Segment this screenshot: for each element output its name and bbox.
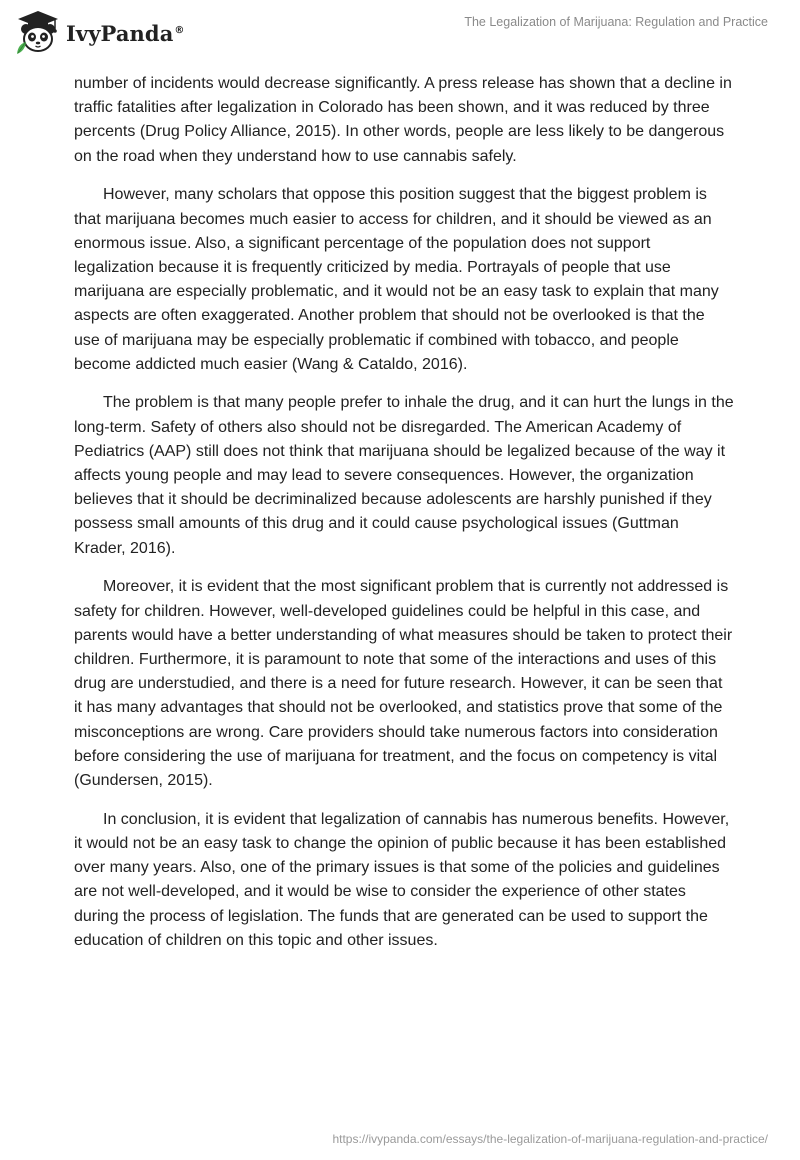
paragraph: The problem is that many people prefer to inhale the drug, and it can hurt the lungs in the long-term. Safety of others also should not be disregarded. The American Academy of Pediatrics (AAP) still does not think that marijuana should be legalized because of the way it affects young people and may lead to severe consequences. However, the organization believes that it should be decriminalized because adolescents are harshly punished if they possess small amounts of this drug and it could cause psychological issues (Guttman Krader, 2016). (74, 394, 734, 557)
brand-name (66, 21, 185, 46)
paragraph: However, many scholars that oppose this position suggest that the biggest problem is that marijuana becomes much easier to access for children, and it should be viewed as an enormous issue. Also, a significant percentage of the population does not support legalization because it is frequently criticized by media. Portrayals of people that use marijuana are especially problematic, and it would not be an easy task to explain that many aspects are often exaggerated. Another problem that should not be overlooked is that the use of marijuana may be especially problematic if combined with tobacco, and people become addicted much easier (Wang & Cataldo, 2016). (74, 186, 719, 373)
page-header (0, 0, 800, 66)
source-url-link[interactable]: https://ivypanda.com/essays/the-legalization-of-marijuana-regulation-and-practice/ (332, 1132, 768, 1146)
panda-graduation-cap-logo-icon (14, 8, 62, 56)
paragraph: Moreover, it is evident that the most significant problem that is currently not addressed is safety for children. However, well-developed guidelines could be helpful in this case, and parents would have a better understanding of what measures should be taken to protect their children. Furthermore, it is paramount to note that some of the interactions and uses of this drug are understudied, and there is a need for future research. However, it can be seen that it has many advantages that should not be overlooked, and statistics prove that some of the misconceptions are wrong. Care providers should take numerous factors into consideration before considering the use of marijuana for treatment, and the focus on competency is vital (Gundersen, 2015). (74, 578, 733, 789)
essay-body (74, 72, 734, 967)
paragraph: In conclusion, it is evident that legalization of cannabis has numerous benefits. However, it would not be an easy task to change the opinion of public because it has been established over many years. Also, one of the primary issues is that some of the policies and guidelines are not well-developed, and it would be wise to consider the experience of other states during the process of legislation. The funds that are generated can be used to support the education of children on this topic and other issues. (74, 810, 730, 949)
brand-name-text: IvyPanda (66, 20, 174, 46)
ivypanda-logo-link[interactable] (14, 8, 185, 56)
registered-mark: ® (174, 24, 185, 36)
paragraph: number of incidents would decrease significantly. A press release has shown that a decline in traffic fatalities after legalization in Colorado has been shown, and it was reduced by three percents (Drug Policy Alliance, 2015). In other words, people are less likely to be dangerous on the road when they understand how to use cannabis safely. (74, 75, 732, 165)
document-title: The Legalization of Marijuana: Regulation and Practice (464, 15, 768, 29)
